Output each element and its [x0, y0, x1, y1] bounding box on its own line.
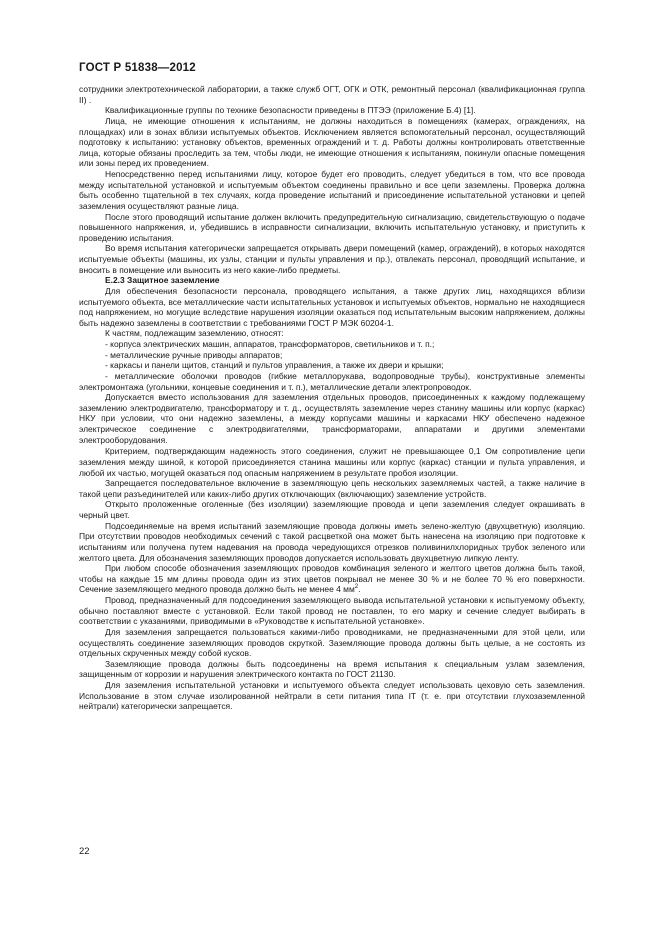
paragraph-text: Во время испытания категорически запрещается открывать двери помещений (камер, ограждений), в которых находятся испытуемые объекты (машины, их узлы, станции и пульты управления и пр.), отвлекать персонал, проводящий испытание, и вносить в помещение или выносить из него какие-либо предметы. — [79, 243, 585, 275]
paragraph — [79, 478, 585, 499]
paragraph-text: сотрудники электротехнической лаборатории, а также служб ОГТ, ОГК и ОТК, ремонтный персонал (квалификационная группа II) . — [79, 84, 585, 105]
paragraph-text: Е.2.3 Защитное заземление — [105, 275, 220, 286]
paragraph-text: - каркасы и панели щитов, станций и пультов управления, а также их двери и крышки; — [105, 360, 444, 371]
paragraph — [79, 350, 585, 361]
page-number: 22 — [79, 846, 90, 857]
paragraph-text: При любом способе обозначения заземляющих проводов комбинация зеленого и желтого цветов должна быть такой, чтобы на каждые 15 мм длины провода один из этих цветов покрывал не менее 30 % и не более 70 % его поверхности. Сечение заземляющего медного провода должно быть не менее 4 мм — [79, 563, 585, 595]
paragraph-text: Допускается вместо использования для заземления отдельных проводов, присоединенных к каждому подлежащему заземлению электродвигателю, трансформатору и т. д., осуществлять заземление через станину машины или корпус (каркас) НКУ при условии, что они надежно заземлены, а между корпусами машины и каркасами НКУ обеспечено надежное электрическое соединение с электродвигателями, трансформаторами, аппаратами и другими элементами электрооборудования. — [79, 392, 585, 445]
paragraph — [79, 371, 585, 392]
paragraph-text: Для обеспечения безопасности персонала, проводящего испытания, а также других лиц, находящихся вблизи испытуемого объекта, все металлические части испытательных установок и испытуемых объектов, нормально не находящиеся под напряжением, но могущие вследствие нарушения изоляции оказаться под испытательным высоким напряжением, должны быть надежно заземлены в соответствии с требованиями ГОСТ Р МЭК 60204-1. — [79, 285, 585, 328]
paragraph — [79, 446, 585, 478]
paragraph — [79, 360, 585, 371]
paragraph-text: - металлические оболочки проводов (гибкие металлорукава, водопроводные трубы), конструктивные элементы электромонтажа (угольники, концевые соединения и т. п.), металлические детали электропроводок. — [79, 370, 585, 392]
paragraph — [79, 521, 585, 564]
paragraph — [79, 563, 585, 595]
paragraph-text: Квалификационные группы по технике безопасности приведены в ПТЭЭ (приложение Б.4) [1]. — [105, 105, 476, 116]
paragraph-text: К частям, подлежащим заземлению, относят: — [105, 328, 284, 339]
paragraph-text: - корпуса электрических машин, аппаратов, трансформаторов, светильников и т. п.; — [105, 339, 435, 349]
paragraph — [79, 105, 585, 116]
superscript: 2 — [354, 584, 359, 591]
paragraph — [79, 169, 585, 212]
paragraph-text: Заземляющие провода должны быть подсоединены на время испытания к специальным узлам заземления, защищенным от коррозии и нарушения электрического контакта по ГОСТ 21130. — [79, 658, 585, 680]
paragraph — [79, 212, 585, 244]
paragraph-text: Запрещается последовательное включение в заземляющую цепь нескольких заземляемых частей, а также наличие в такой цепи разъединителей или каких-либо других отключающих (включающих) заземление устройств. — [79, 478, 585, 499]
paragraph — [79, 328, 585, 339]
paragraph — [79, 339, 585, 350]
paragraph — [79, 286, 585, 329]
paragraph-text: Подсоединяемые на время испытаний заземляющие провода должны иметь зелено-желтую (двухцветную) изоляцию. При отсутствии проводов необходимых сечений с такой расцветкой она может быть нанесена на изоляцию при подготовке к испытаниям или получена путем надевания на провода чередующихся отрезков поливинилхлоридных трубок зеленого или желтого цвета. Для обозначения заземляющих проводов допускается использовать двухцветную липкую ленту. — [79, 520, 585, 563]
standard-header: ГОСТ Р 51838—2012 — [79, 62, 196, 74]
paragraph-text: Для заземления запрещается пользоваться какими-либо проводниками, не предназначенными для этой цели, или осуществлять соединение заземляющих проводов скруткой. Заземляющие провода должны быть целые, а не состоять из отдельных скрученных между собой кусков. — [79, 626, 585, 659]
paragraph-text: Для заземления испытательной установки и испытуемого объекта следует использовать цеховую сеть заземления. Использование в этом случае изолированной нейтрали в сети питания типа IT (т. е. при отсутствии глухозаземленной нейтрали) категорически запрещается. — [79, 680, 585, 712]
paragraph-text: Непосредственно перед испытаниями лицу, которое будет его проводить, следует убедиться в том, что все провода между испытательной установкой и испытуемым объектом соединены правильно и все цепи заземлены. Проверка должна быть особенно тщательной в тех случаях, когда проведение испытаний и присоединение испытательной установки и цепей заземления осуществляют разные лица. — [79, 169, 585, 211]
paragraph — [79, 627, 585, 659]
paragraph — [79, 499, 585, 520]
paragraph-text: Провод, предназначенный для подсоединения заземляющего вывода испытательной установки к испытуемому объекту, обычно поставляют вместе с установкой. Если такой провод не поставлен, то его марку и сечение следует выбирать в соответствии с указаниями, приводимыми в «Руководстве к испытательной установке». — [79, 595, 585, 627]
paragraph — [79, 243, 585, 275]
paragraph-text: Открыто проложенные оголенные (без изоляции) заземляющие провода и цепи заземления следует окрашивать в черный цвет. — [79, 499, 585, 520]
paragraph-text: Лица, не имеющие отношения к испытаниям, не должны находиться в помещениях (камерах, ограждениях, на площадках) или в зонах вблизи испытуемых объектов. Исключением является вспомогательный персонал, осуществляющий подготовку к испытанию: установку объектов, временных ограждений и т. д. Работы должны контролировать ответственные лица, которые обязаны проследить за тем, чтобы люди, не имеющие отношения к испытаниям, покинули опасные помещения или зоны перед их проведением. — [79, 115, 585, 169]
paragraph-tail: . — [358, 584, 361, 595]
section-heading — [79, 275, 585, 286]
paragraph — [79, 595, 585, 627]
paragraph — [79, 116, 585, 169]
document-body — [79, 84, 585, 712]
paragraph-text: - металлические ручные приводы аппаратов; — [105, 349, 283, 360]
paragraph — [79, 392, 585, 445]
paragraph-text: После этого проводящий испытание должен включить предупредительную сигнализацию, свидетельствующую о подаче повышенного напряжения, и, убедившись в исправности сигнализации, включить испытательную установку, и приступить к проведению испытания. — [79, 211, 585, 243]
paragraph — [79, 659, 585, 680]
paragraph — [79, 84, 585, 105]
paragraph — [79, 680, 585, 712]
paragraph-text: Критерием, подтверждающим надежность этого соединения, служит не превышающее 0,1 Ом сопротивление цепи заземления между шиной, к которой присоединяется станина машины или корпус (каркас) станции и пульта управления, и любой их частью, могущей оказаться под опасным напряжением в результате пробоя изоляции. — [79, 446, 585, 478]
